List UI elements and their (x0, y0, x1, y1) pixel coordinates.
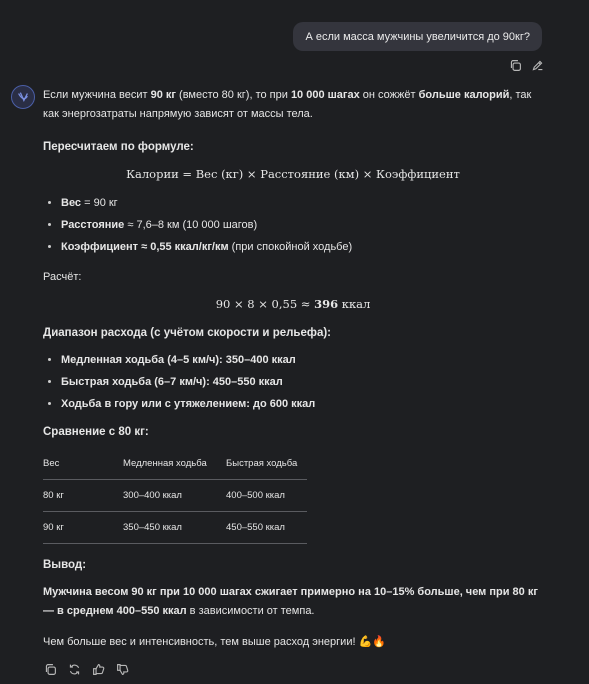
calorie-formula: Калории = Вес (кг) × Расстояние (км) × Коэффициент (126, 167, 460, 181)
param-label: Коэффициент ≈ 0,55 ккал/кг/км (61, 241, 229, 253)
intro-bold: 10 000 шагах (290, 89, 360, 101)
range-heading: Диапазон расхода (с учётом скорости и рельефа): (43, 327, 332, 339)
table-row (43, 480, 307, 512)
table-cell: 300–400 ккал (123, 480, 226, 512)
table-header: Медленная ходьба (123, 458, 207, 469)
copy-icon[interactable] (508, 58, 522, 72)
answer-actions (43, 662, 129, 676)
table-header: Быстрая ходьба (226, 458, 298, 469)
param-value: ≈ 7,6–8 км (10 000 шагов) (124, 219, 258, 231)
intro-bold: больше калорий (418, 89, 510, 101)
calc-formula-text: 90 × 8 × 0,55 ≈ (215, 297, 315, 311)
intro-text: он сожжёт (359, 89, 419, 101)
param-value: (при спокойной ходьбе) (228, 241, 353, 253)
recalc-heading: Пересчитаем по формуле: (43, 141, 194, 153)
thumbs-up-icon[interactable] (91, 662, 105, 676)
edit-icon[interactable] (530, 58, 544, 72)
list-item (61, 194, 543, 213)
table-cell: 350–450 ккал (123, 512, 226, 544)
table-header: Вес (43, 458, 60, 469)
user-message-actions (508, 58, 544, 72)
intro-paragraph (43, 86, 543, 124)
table-cell: 90 кг (43, 512, 123, 544)
compare-heading: Сравнение с 80 кг: (43, 426, 149, 438)
param-value: = 90 кг (81, 197, 118, 209)
copy-icon[interactable] (43, 662, 57, 676)
calc-unit: ккал (338, 297, 371, 311)
table-row (43, 512, 307, 544)
table-header-row (43, 448, 307, 480)
list-item: • Ходьба в гору или с утяжелением: до 600 ккал (61, 395, 543, 414)
conclusion-heading: Вывод: (43, 559, 87, 571)
assistant-avatar (11, 85, 35, 109)
params-list (43, 194, 543, 257)
closing-line: Чем больше вес и интенсивность, тем выше расход энергии! 💪🔥 (43, 636, 386, 648)
ranges-list (43, 351, 543, 414)
calc-label: Расчёт: (43, 271, 82, 283)
intro-text: , так как энергозатраты напрямую зависят от массы тела. (43, 89, 532, 120)
calc-result: 396 (314, 297, 339, 311)
user-message-text: А если масса мужчины увеличится до 90кг? (305, 30, 530, 43)
conclusion-bold: Мужчина весом 90 кг при 10 000 шагах сжигает примерно на 10–15% больше, чем при 80 кг — в среднем 400–550 ккал (43, 586, 538, 617)
user-message-bubble (293, 22, 542, 51)
thumbs-down-icon[interactable] (115, 662, 129, 676)
table-cell: 400–500 ккал (226, 480, 307, 512)
list-item (61, 216, 543, 235)
list-item: • Медленная ходьба (4–5 км/ч): 350–400 ккал (61, 351, 543, 370)
assistant-logo-icon (16, 90, 30, 104)
intro-bold: 90 кг (150, 89, 176, 101)
assistant-answer (43, 86, 543, 652)
list-item (61, 238, 543, 257)
intro-text: (вместо 80 кг), то при (175, 89, 291, 101)
regenerate-icon[interactable] (67, 662, 81, 676)
table-cell: 450–550 ккал (226, 512, 307, 544)
param-label: Вес (61, 197, 82, 209)
table-cell: 80 кг (43, 480, 123, 512)
conclusion-text: в зависимости от темпа. (186, 605, 315, 617)
comparison-table (43, 448, 307, 544)
conclusion-paragraph (43, 583, 543, 621)
list-item: • Быстрая ходьба (6–7 км/ч): 450–550 ккал (61, 373, 543, 392)
param-label: Расстояние (61, 219, 125, 231)
intro-text: Если мужчина весит (43, 89, 151, 101)
calc-formula (43, 295, 543, 314)
